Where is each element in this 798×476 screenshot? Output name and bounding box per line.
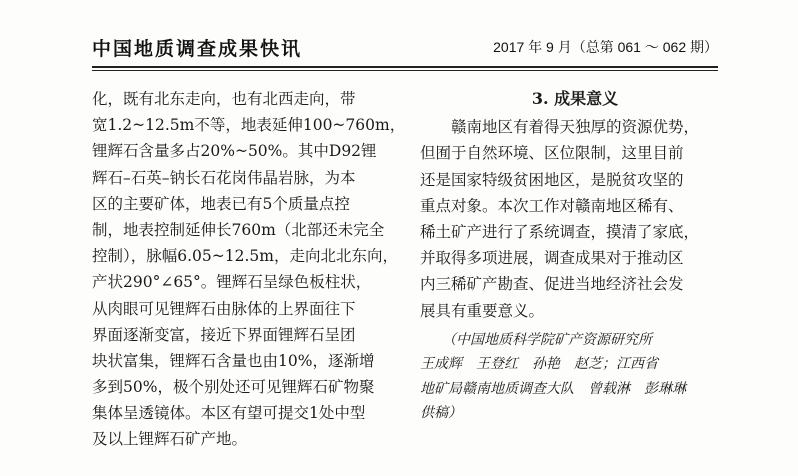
text-line: 并取得多项进展，调查成果对于推动区	[420, 249, 684, 268]
text-line: 多到50%，极个别处还可见锂辉石矿物聚	[92, 378, 375, 397]
credit-line: 地矿局赣南地质调查大队 曾载淋 彭琳琳	[420, 380, 686, 397]
page-header	[92, 34, 718, 64]
results-paragraph	[420, 114, 720, 324]
text-line: 块状富集，锂辉石含量也由10%，逐渐增	[92, 351, 375, 370]
text-line: 稀土矿产进行了系统调查，摸清了家底，	[420, 222, 700, 241]
author-credit	[420, 328, 720, 426]
text-line: 还是国家特级贫困地区，是脱贫攻坚的	[420, 170, 684, 189]
text-line: 但囿于自然环境、区位限制，这里目前	[420, 144, 684, 163]
section-heading: 3. 成果意义	[531, 89, 619, 108]
credit-line: 供稿）	[420, 405, 462, 422]
text-line: 重点对象。本次工作对赣南地区稀有、	[420, 196, 684, 215]
text-line: 从肉眼可见锂辉石由脉体的上界面往下	[92, 299, 356, 318]
text-line: 内三稀矿产勘查、促进当地经济社会发	[420, 275, 684, 294]
text-line: 展具有重要意义。	[420, 301, 545, 320]
text-line: 辉石–石英–钠长石花岗伟晶岩脉，为本	[92, 168, 356, 187]
text-line: 宽1.2~12.5m不等，地表延伸100~760m，	[92, 116, 406, 135]
text-line: 界面逐渐变富，接近下界面锂辉石呈团	[92, 325, 356, 344]
header-rule-thin	[92, 70, 718, 71]
credit-line: （中国地质科学院矿产资源研究所	[442, 331, 652, 348]
text-line: 锂辉石含量多占20%~50%。其中D92锂	[92, 142, 377, 161]
credit-line: 王成辉 王登红 孙艳 赵芝；江西省	[420, 356, 658, 373]
text-line: 产状290°∠65°。锂辉石呈绿色板柱状，	[92, 273, 372, 292]
issue-info: 2017 年 9 月（总第 061 ～ 062 期）	[493, 39, 718, 55]
left-column	[92, 86, 406, 453]
text-line: 赣南地区有着得天独厚的资源优势，	[451, 118, 700, 137]
text-line: 及以上锂辉石矿产地。	[92, 430, 248, 449]
text-line: 区的主要矿体，地表已有5个质量点控	[92, 194, 350, 213]
text-line: 化，既有北东走向，也有北西走向，带	[92, 90, 356, 108]
header-rule-thick	[92, 66, 718, 68]
right-column	[420, 86, 720, 426]
journal-title: 中国地质调查成果快讯	[92, 38, 303, 60]
text-line: 制，地表控制延伸长760m（北部还未完全	[92, 220, 385, 239]
text-line: 集体呈透镜体。本区有望可提交1处中型	[92, 404, 366, 423]
text-line: 控制），脉幅6.05~12.5m，走向北北东向，	[92, 247, 398, 266]
